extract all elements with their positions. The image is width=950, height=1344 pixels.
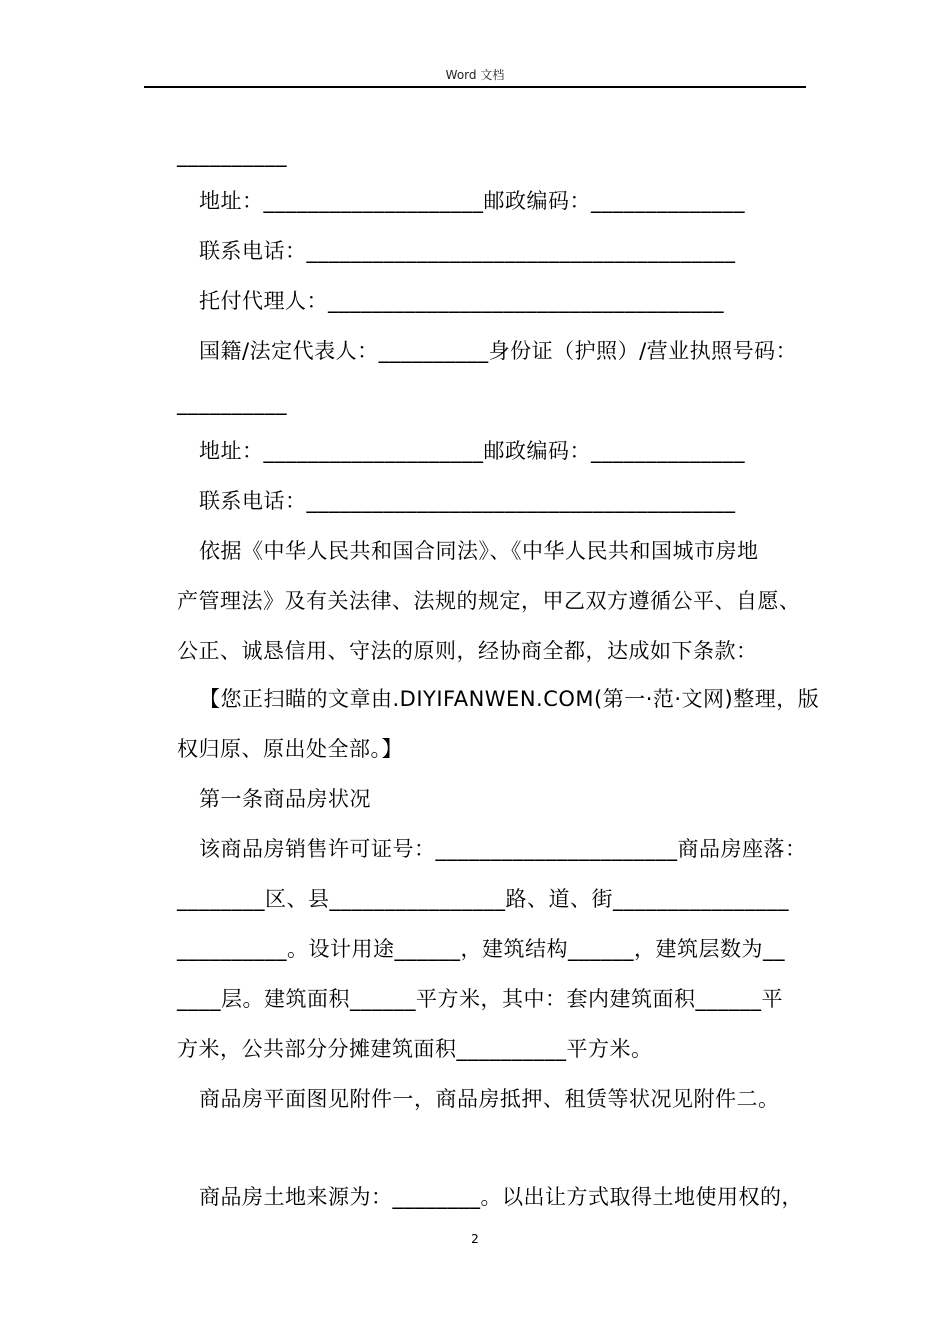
text-line: __________ [177, 143, 287, 167]
text-line: __________。设计用途______，建筑结构______，建筑层数为__ [177, 937, 785, 961]
text-line: 国籍/法定代表人：__________身份证（护照）/营业执照号码： [199, 339, 798, 363]
text-line: 联系电话：_______________________________________ [199, 239, 736, 263]
section-heading: 第一条商品房状况 [199, 787, 371, 811]
text-line: 商品房土地来源为：________。以出让方式取得土地使用权的， [199, 1185, 803, 1209]
text-line: ________区、县________________路、道、街________________ [177, 887, 789, 911]
page-header: Word 文档 [445, 68, 505, 82]
text-line: 联系电话：_______________________________________ [199, 489, 736, 513]
text-line: 托付代理人：____________________________________ [199, 289, 724, 313]
text-line: 地址：____________________邮政编码：______________ [199, 439, 745, 463]
text-line: 方米，公共部分分摊建筑面积__________平方米。 [177, 1037, 653, 1061]
text-line: __________ [177, 391, 287, 415]
page-number: 2 [471, 1232, 479, 1246]
header-rule [144, 86, 806, 88]
text-line: 公正、诚恳信用、守法的原则，经协商全都，达成如下条款： [177, 639, 758, 663]
text-line: 该商品房销售许可证号：______________________商品房座落： [199, 837, 807, 861]
text-line: 产管理法》及有关法律、法规的规定，甲乙双方遵循公平、自愿、 [177, 589, 801, 613]
text-line: 【您正扫瞄的文章由.DIYIFANWEN.COM(第一·范·文网)整理，版 [199, 687, 820, 711]
text-line: 地址：____________________邮政编码：______________ [199, 189, 745, 213]
text-line: 依据《中华人民共和国合同法》、《中华人民共和国城市房地 [199, 539, 759, 563]
text-line: 商品房平面图见附件一，商品房抵押、租赁等状况见附件二。 [199, 1087, 780, 1111]
text-line: ____层。建筑面积______平方米，其中：套内建筑面积______平 [177, 987, 783, 1011]
text-line: 权归原、原出处全部。】 [177, 737, 403, 761]
